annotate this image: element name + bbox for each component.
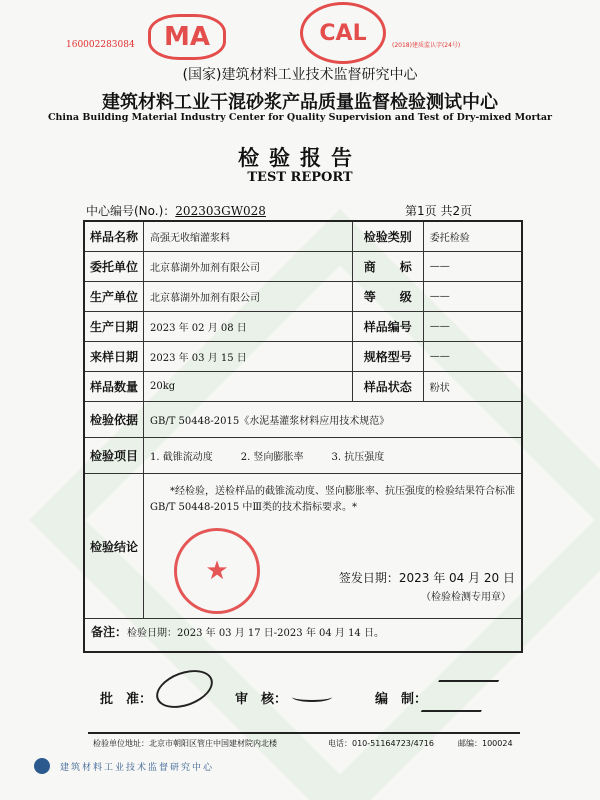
remark-value: 检验日期：2023 年 03 月 17 日-2023 年 04 月 14 日。: [127, 628, 384, 639]
org-line: (国家)建筑材料工业技术监督研究中心: [182, 67, 418, 83]
item: 3. 抗压强度: [331, 452, 385, 463]
row-label: 样品编号: [352, 312, 423, 342]
report-number-value: 202303GW028: [175, 204, 266, 218]
row-value: 2023 年 02 月 08 日: [144, 312, 353, 342]
row-value: 委托检验: [423, 221, 522, 252]
row-value: 北京慕湖外加剂有限公司: [144, 252, 353, 282]
prepare-label: 编 制：: [375, 692, 428, 707]
row-value: ——: [423, 312, 522, 342]
cal-stamp: [300, 2, 386, 64]
ma-stamp-text: MA: [164, 22, 210, 52]
item: 2. 竖向膨胀率: [240, 452, 304, 463]
report-number-label: 中心编号(No.)：: [86, 204, 176, 218]
row-value: 20kg: [144, 372, 353, 402]
row-value: 2023 年 03 月 15 日: [144, 342, 353, 372]
center-name-cn: 建筑材料工业干混砂浆产品质量监督检验测试中心: [102, 92, 498, 113]
row-label: 检验类别: [352, 221, 423, 252]
row-label: 来样日期: [84, 342, 144, 372]
cal-note: (2018)建质监认字(24号): [392, 42, 461, 49]
row-value: 北京慕湖外加剂有限公司: [144, 282, 353, 312]
row-value: ——: [423, 342, 522, 372]
footer-divider: [88, 732, 520, 734]
table-row: [84, 619, 522, 653]
remark-cell: [84, 619, 522, 653]
table-row: [84, 342, 522, 372]
row-label: 样品数量: [84, 372, 144, 402]
row-label: 生产日期: [84, 312, 144, 342]
approve-label: 批 准：: [100, 692, 153, 707]
review-signature: [292, 692, 332, 702]
table-row: [84, 372, 522, 402]
basis-label: 检验依据: [84, 402, 144, 438]
items-value: [144, 438, 523, 474]
ma-number: 160002283084: [66, 40, 135, 50]
table-row: [84, 312, 522, 342]
row-value: ——: [423, 252, 522, 282]
center-name-en: China Building Material Industry Center for Quality Supervision and Test of Dry-mixed Mortar: [47, 112, 553, 123]
footer-postcode: 邮编：100024: [458, 739, 513, 748]
row-value: 高强无收缩灌浆料: [144, 221, 353, 252]
row-label: 商 标: [352, 252, 423, 282]
remark-label: 备注：: [91, 625, 128, 639]
conclusion-label: 检验结论: [84, 474, 144, 619]
row-label: 样品名称: [84, 221, 144, 252]
review-label: 审 核：: [235, 692, 288, 707]
issue-date: 签发日期：2023 年 04 月 20 日: [338, 571, 515, 585]
seal-note: （检验检测专用章）: [421, 592, 511, 603]
basis-value: GB/T 50448-2015《水泥基灌浆材料应用技术规范》: [144, 402, 523, 438]
logo-icon: [34, 758, 50, 774]
footer-phone: 电话：010-51164723/4716: [328, 739, 434, 748]
row-label: 样品状态: [352, 372, 423, 402]
row-label: 生产单位: [84, 282, 144, 312]
ma-stamp: [148, 14, 226, 60]
table-row: [84, 282, 522, 312]
items-label: 检验项目: [84, 438, 144, 474]
row-label: 等 级: [352, 282, 423, 312]
table-row: [84, 252, 522, 282]
table-row: [84, 474, 522, 619]
page-info: 第1页 共2页: [405, 204, 473, 218]
table-row: [84, 402, 522, 438]
row-value: 粉状: [423, 372, 522, 402]
footer-address: 检验单位地址：北京市朝阳区管庄中国建材院内北楼: [93, 739, 277, 748]
item: 1. 截锥流动度: [150, 452, 213, 463]
cal-stamp-text: CAL: [319, 20, 367, 46]
footer-logo-text: 建筑材料工业技术监督研究中心: [60, 763, 215, 773]
report-table: [83, 220, 523, 653]
report-title: 检验报告: [238, 146, 362, 170]
row-value: ——: [423, 282, 522, 312]
row-label: 规格型号: [352, 342, 423, 372]
inspection-seal: ★: [174, 528, 260, 614]
report-title-en: TEST REPORT: [247, 170, 353, 185]
row-label: 委托单位: [84, 252, 144, 282]
conclusion-text: *经检验，送检样品的截锥流动度、竖向膨胀率、抗压强度的检验结果符合标准 GB/T 50448-2015 中Ⅲ类的技术指标要求。*: [150, 486, 515, 513]
report-number: [86, 202, 266, 219]
table-row: [84, 221, 522, 252]
table-row: [84, 438, 522, 474]
conclusion-cell: [144, 474, 523, 619]
